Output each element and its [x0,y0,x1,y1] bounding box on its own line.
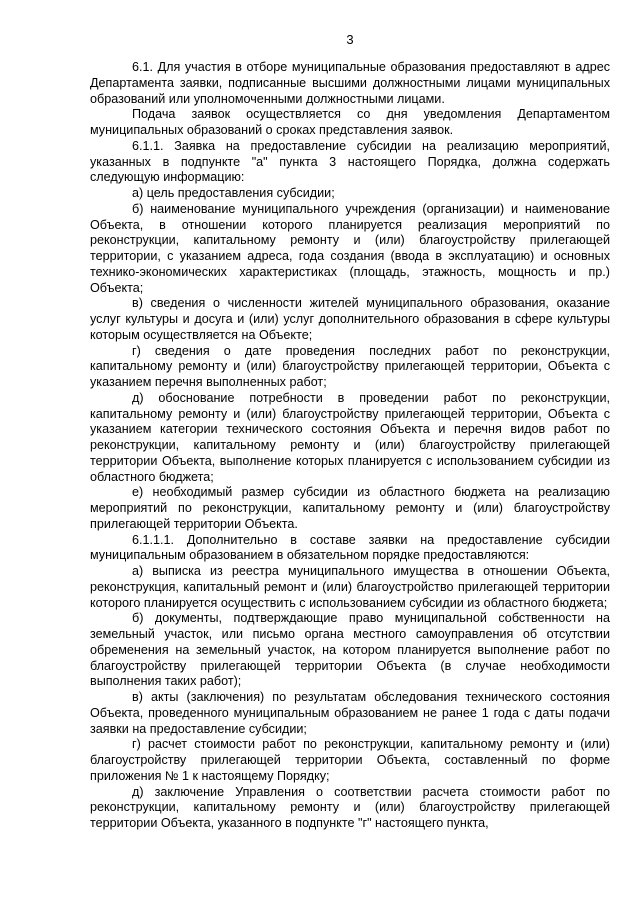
paragraph-submission-period: Подача заявок осуществляется со дня уведомления Департаментом муниципальных образований о сроках представления заявок. [90,107,610,137]
list-item-v-population: в) сведения о численности жителей муниципального образования, оказание услуг культуры и досуга и (или) услуг дополнительного образования в сфере культуры которым осуществляется на Объекте; [90,296,610,342]
paragraph-6-1: 6.1. Для участия в отборе муниципальные образования предоставляют в адрес Департамента заявки, подписанные высшими должностными лицами муниципальных образований или уполномоченными должностными лицами. [90,60,610,106]
list-item-g-cost-calculation: г) расчет стоимости работ по реконструкции, капитальному ремонту и (или) благоустройству прилегающей территории Объекта, составленный по форме приложения № 1 к настоящему Порядку; [90,737,610,783]
page-number: 3 [346,32,354,47]
list-item-g-last-works: г) сведения о дате проведения последних работ по реконструкции, капитальному ремонту и (или) благоустройству прилегающей территории, Объекта с указанием перечня выполненных работ; [90,343,610,389]
list-item-a-registry-extract: а) выписка из реестра муниципального имущества в отношении Объекта, реконструкция, капитальный ремонт и (или) благоустройство прилегающей территории которого планируется осуществить с использованием субсидии из областного бюджета; [90,564,610,610]
document-body [90,60,610,832]
list-item-b-land-documents: б) документы, подтверждающие право муниципальной собственности на земельный участок, или письмо органа местного самоуправления об отсутствии обременения на земельный участок, на котором планируется выполнение работ по благоустройству прилегающей территории Объекта (в случае необходимости выполнения таких работ); [90,611,610,689]
paragraph-6-1-1-1: 6.1.1.1. Дополнительно в составе заявки на предоставление субсидии муниципальным образованием в обязательном порядке предоставляются: [90,532,610,563]
list-item-d-justification: д) обоснование потребности в проведении работ по реконструкции, капитальному ремонту и (или) благоустройству прилегающей территории, Объекта с указанием категории технического состояния Объекта и перечня видов работ по реконструкции, капитальному ремонту и (или) благоустройству прилегающей территории Объекта, выполнение которых планируется с использованием субсидии из областного бюджета; [90,390,610,484]
paragraph-6-1-1: 6.1.1. Заявка на предоставление субсидии на реализацию мероприятий, указанных в подпункте "а" пункта 3 настоящего Порядка, должна содержать следующую информацию: [90,138,610,185]
list-item-e-subsidy-amount: е) необходимый размер субсидии из областного бюджета на реализацию мероприятий по реконструкции, капитальному ремонту и (или) благоустройству прилегающей территории Объекта. [90,485,610,531]
list-item-v-inspection-acts: в) акты (заключения) по результатам обследования технического состояния Объекта, проведенного муниципальным образованием не ранее 1 года с даты подачи заявки на предоставление субсидии; [90,690,610,736]
list-item-d-department-conclusion: д) заключение Управления о соответствии расчета стоимости работ по реконструкции, капитальному ремонту и (или) благоустройству прилегающей территории Объекта, указанного в подпункте "г" настоящего пункта, [90,784,610,830]
list-item-a-purpose: а) цель предоставления субсидии; [132,186,335,200]
list-item-b-institution: б) наименование муниципального учреждения (организации) и наименование Объекта, в отношении которого планируется реализация мероприятий по реконструкции, капитальному ремонту и (или) благоустройству прилегающей территории, с указанием адреса, года создания (ввода в эксплуатацию) и основных технико-экономических характеристиках (площадь, этажность, мощность и пр.) Объекта; [90,201,610,295]
